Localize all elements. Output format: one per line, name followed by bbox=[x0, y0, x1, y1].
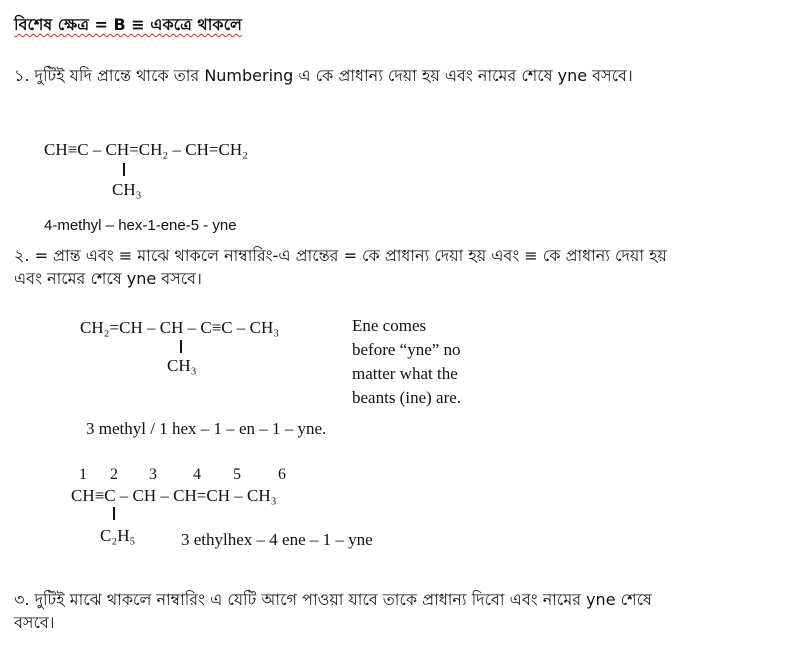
example-2-branch: CH₃ bbox=[167, 356, 197, 375]
example-3-branch-bond bbox=[113, 507, 115, 520]
example-3-name: 3 ethylhex – 4 ene – 1 – yne bbox=[181, 530, 373, 549]
example-1-branch-bond bbox=[123, 163, 125, 176]
carbon-number: 1 bbox=[79, 466, 87, 483]
example-2-branch-bond bbox=[180, 340, 182, 353]
rule-2-line-1: ২. = প্রান্ত এবং ≡ মাঝে থাকলে নাম্বারিং-এ প্রান্তের = কে প্রাধান্য দেয়া হয় এবং ≡ কে প্রাধান্য দেয়া হয় bbox=[14, 246, 667, 265]
example-1-name: 4-methyl – hex-1-ene-5 - yne bbox=[44, 217, 237, 234]
example-3-branch: C₂H₅ bbox=[100, 526, 136, 545]
rule-3-line-1: ৩. দুটিই মাঝে থাকলে নাম্বারিং এ যেটি আগে পাওয়া যাবে তাকে প্রাধান্য দিবো এবং নামের yne শেষে bbox=[14, 590, 652, 609]
carbon-number: 3 bbox=[149, 466, 157, 483]
carbon-number: 2 bbox=[110, 466, 118, 483]
note-line: matter what the bbox=[352, 364, 458, 383]
carbon-number: 5 bbox=[233, 466, 241, 483]
note-line: Ene comes bbox=[352, 316, 427, 335]
carbon-number: 6 bbox=[278, 466, 286, 483]
example-2-name: 3 methyl / 1 hex – 1 – en – 1 – yne. bbox=[86, 419, 327, 438]
example-3-structure: CH≡C – CH – CH=CH – CH₃ bbox=[71, 486, 277, 505]
page-heading: বিশেষ ক্ষেত্র = B ≡ একত্রে থাকলে bbox=[14, 15, 242, 34]
carbon-number: 4 bbox=[193, 466, 201, 483]
note-line: beants (ine) are. bbox=[352, 388, 462, 407]
rule-1-text: ১. দুটিই যদি প্রান্তে থাকে তার Numbering এ কে প্রাধান্য দেয়া হয় এবং নামের শেষে yne বসবে। bbox=[14, 66, 633, 85]
note-line: before “yne” no bbox=[352, 340, 461, 359]
example-2-note bbox=[352, 314, 461, 410]
example-2-structure: CH₂=CH – CH – C≡C – CH₃ bbox=[80, 318, 280, 337]
example-1-branch: CH₃ bbox=[112, 180, 142, 199]
example-1-structure: CH≡C – CH=CH₂ – CH=CH₂ bbox=[44, 140, 249, 159]
rule-2-line-2: এবং নামের শেষে yne বসবে। bbox=[14, 269, 202, 288]
rule-3-line-2: বসবে। bbox=[14, 613, 55, 632]
